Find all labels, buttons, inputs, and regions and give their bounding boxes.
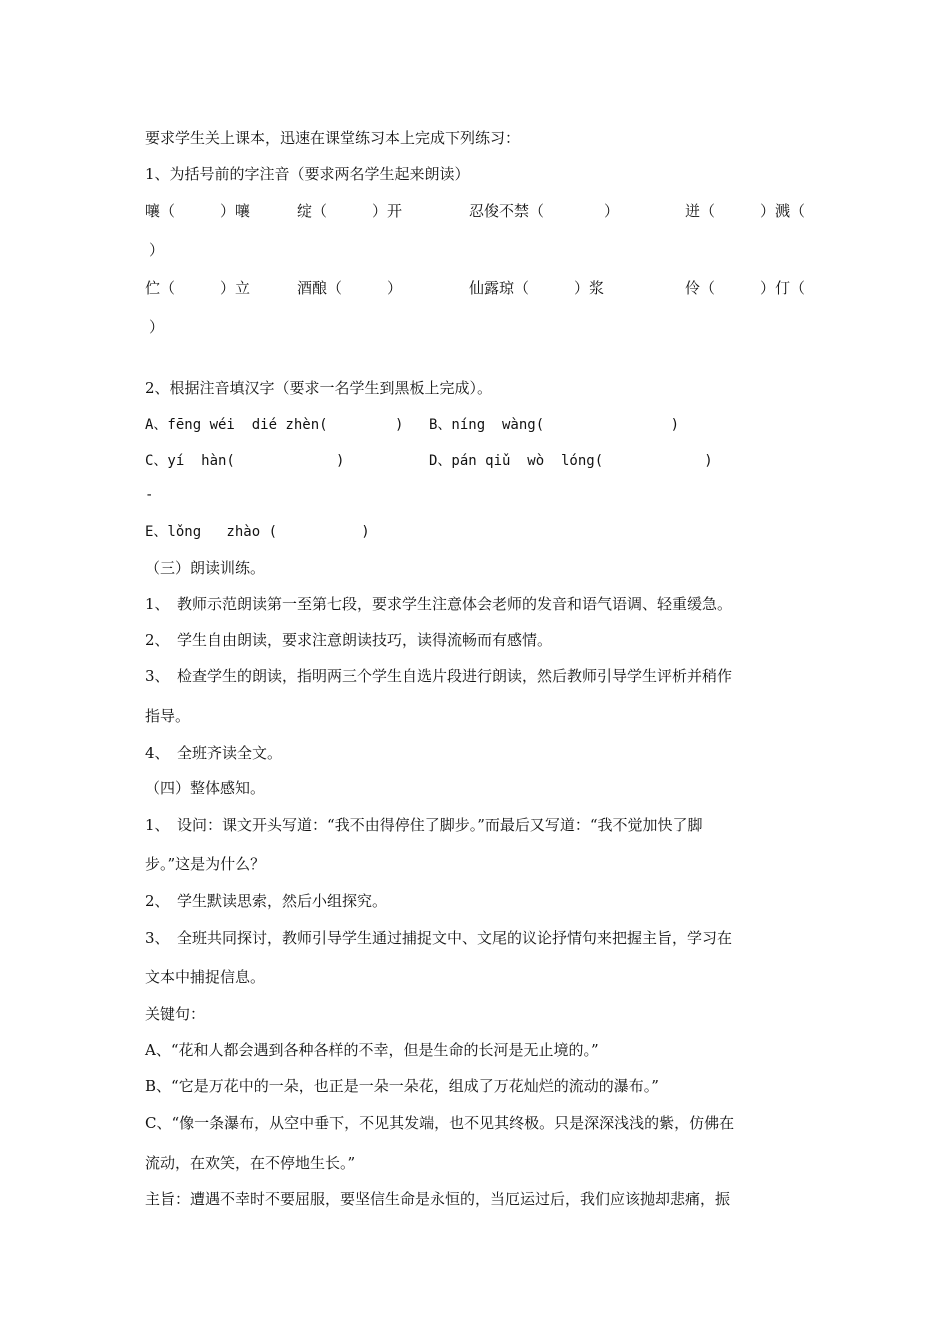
ex1-row1-tail: ） xyxy=(149,241,165,259)
key-sentence: A、“花和人都会遇到各种各样的不幸，但是生命的长河是无止境的。” xyxy=(145,1041,599,1059)
exercise-1-heading: 1、为括号前的字注音（要求两名学生起来朗读） xyxy=(145,165,470,183)
ex1-row2-b: 酒酿（ ） xyxy=(297,279,403,297)
ex1-row2-tail: ） xyxy=(149,318,165,336)
section-3-item: 4、 全班齐读全文。 xyxy=(145,744,283,762)
ex2-dash: - xyxy=(145,487,154,503)
section-4-item: 3、 全班共同探讨，教师引导学生通过捕捉文中、文尾的议论抒情句来把握主旨，学习在 xyxy=(145,929,733,947)
ex1-row1-b: 绽（ ）开 xyxy=(297,202,403,220)
ex2-item-e: E、lǒng zhào ( ) xyxy=(145,524,370,540)
key-sentence: B、“它是万花中的一朵，也正是一朵一朵花，组成了万花灿烂的流动的瀑布。” xyxy=(145,1077,659,1095)
ex1-row2-c: 仙露琼（ ）浆 xyxy=(469,279,605,297)
ex1-row1-d: 迸（ ）溅（ xyxy=(685,202,806,220)
section-3-title: （三）朗读训练。 xyxy=(145,559,266,577)
section-4-item: 1、 设问：课文开头写道：“我不由得停住了脚步。”而最后又写道：“我不觉加快了脚 xyxy=(145,816,703,834)
section-4-item-continued: 步。”这是为什么？ xyxy=(145,855,266,873)
ex1-row1-c: 忍俊不禁（ ） xyxy=(469,202,620,220)
section-4-title: （四）整体感知。 xyxy=(145,779,266,797)
ex2-item-b: B、níng wàng( ) xyxy=(429,417,680,433)
theme-text: 主旨：遭遇不幸时不要屈服，要坚信生命是永恒的，当厄运过后，我们应该抛却悲痛，振 xyxy=(145,1190,731,1208)
section-4-item-continued: 文本中捕捉信息。 xyxy=(145,968,266,986)
ex2-item-c: C、yí hàn( ) xyxy=(145,453,345,469)
ex2-item-d: D、pán qiǔ wò lóng( ) xyxy=(429,453,713,469)
section-3-item-continued: 指导。 xyxy=(145,707,191,725)
key-sentences-label: 关键句： xyxy=(145,1005,206,1023)
section-3-item: 3、 检查学生的朗读，指明两三个学生自选片段进行朗读，然后教师引导学生评析并稍作 xyxy=(145,667,733,685)
key-sentence-continued: 流动，在欢笑，在不停地生长。” xyxy=(145,1154,356,1172)
section-3-item: 1、 教师示范朗读第一至第七段，要求学生注意体会老师的发音和语气语调、轻重缓急。 xyxy=(145,595,733,613)
intro-text: 要求学生关上课本，迅速在课堂练习本上完成下列练习： xyxy=(145,129,521,147)
ex1-row2-a: 伫（ ）立 xyxy=(145,279,251,297)
ex1-row2-d: 伶（ ）仃（ xyxy=(685,279,806,297)
key-sentence: C、“像一条瀑布，从空中垂下，不见其发端，也不见其终极。只是深深浅浅的紫，仿佛在 xyxy=(145,1114,735,1132)
section-3-item: 2、 学生自由朗读，要求注意朗读技巧，读得流畅而有感情。 xyxy=(145,631,553,649)
exercise-2-heading: 2、根据注音填汉字（要求一名学生到黑板上完成）。 xyxy=(145,379,493,397)
ex2-item-a: A、fēng wéi dié zhèn( ) xyxy=(145,417,404,433)
section-4-item: 2、 学生默读思索，然后小组探究。 xyxy=(145,892,388,910)
ex1-row1-a: 嚷（ ）嚷 xyxy=(145,202,251,220)
